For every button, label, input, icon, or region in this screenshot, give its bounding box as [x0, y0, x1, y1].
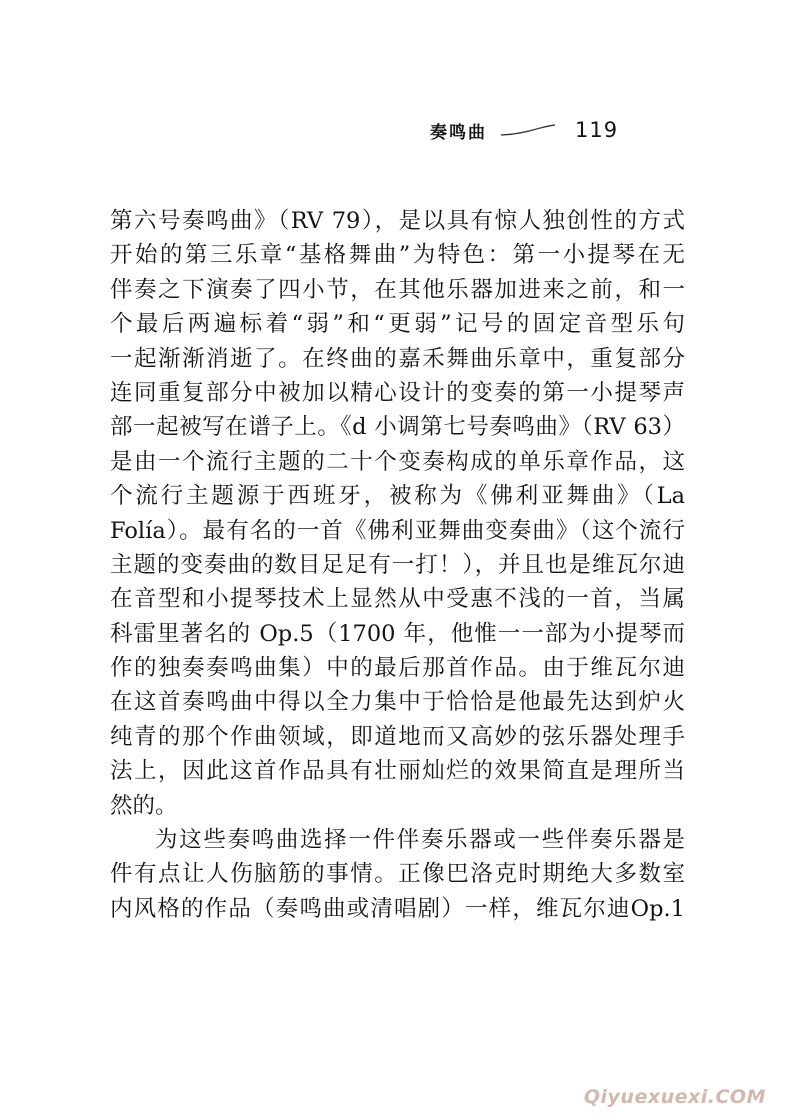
text-line: 内风格的作品（奏鸣曲或清唱剧）一样，维瓦尔迪Op.1	[110, 895, 685, 922]
text-line: 件有点让人伤脑筋的事情。正像巴洛克时期绝大多数室	[110, 861, 685, 888]
text-line: 然的。	[110, 792, 178, 819]
running-head	[430, 118, 618, 142]
site-watermark: Qiyuexuexi.COM	[583, 1086, 766, 1108]
text-line: 一起渐渐消逝了。在终曲的嘉禾舞曲乐章中，重复部分	[110, 345, 685, 372]
text-line: 为这些奏鸣曲选择一件伴奏乐器或一些伴奏乐器是	[155, 827, 685, 854]
body-text	[110, 204, 685, 926]
text-line: 在音型和小提琴技术上显然从中受惠不浅的一首，当属	[110, 586, 685, 613]
text-line: 连同重复部分中被加以精心设计的变奏的第一小提琴声	[110, 379, 685, 406]
text-line: 科雷里著名的 Op.5（1700 年，他惟一一部为小提琴而	[110, 620, 685, 647]
page-number: 119	[575, 118, 619, 142]
flourish-ornament-icon	[499, 123, 557, 137]
running-title: 奏鸣曲	[430, 122, 487, 143]
text-line: 部一起被写在谱子上。《d 小调第七号奏鸣曲》（RV 63）	[110, 414, 685, 441]
text-line: 第六号奏鸣曲》（RV 79），是以具有惊人独创性的方式	[110, 208, 685, 234]
text-line: 是由一个流行主题的二十个变奏构成的单乐章作品，这	[110, 448, 685, 475]
text-line: 法上，因此这首作品具有壮丽灿烂的效果简直是理所当	[110, 758, 685, 785]
text-line: 个最后两遍标着“弱”和“更弱”记号的固定音型乐句	[110, 311, 685, 338]
text-line: 个流行主题源于西班牙，被称为《佛利亚舞曲》（La	[110, 483, 685, 510]
text-line: 伴奏之下演奏了四小节，在其他乐器加进来之前，和一	[110, 276, 685, 303]
text-line: 主题的变奏曲的数目足足有一打！），并且也是维瓦尔迪	[110, 551, 685, 578]
text-line: 在这首奏鸣曲中得以全力集中于恰恰是他最先达到炉火	[110, 689, 685, 716]
text-line: 纯青的那个作曲领域，即道地而又高妙的弦乐器处理手	[110, 723, 685, 750]
text-line: 开始的第三乐章“基格舞曲”为特色：第一小提琴在无	[110, 242, 685, 269]
text-line: 作的独奏奏鸣曲集）中的最后那首作品。由于维瓦尔迪	[110, 655, 685, 682]
text-line: Folía）。最有名的一首《佛利亚舞曲变奏曲》（这个流行	[110, 517, 685, 544]
